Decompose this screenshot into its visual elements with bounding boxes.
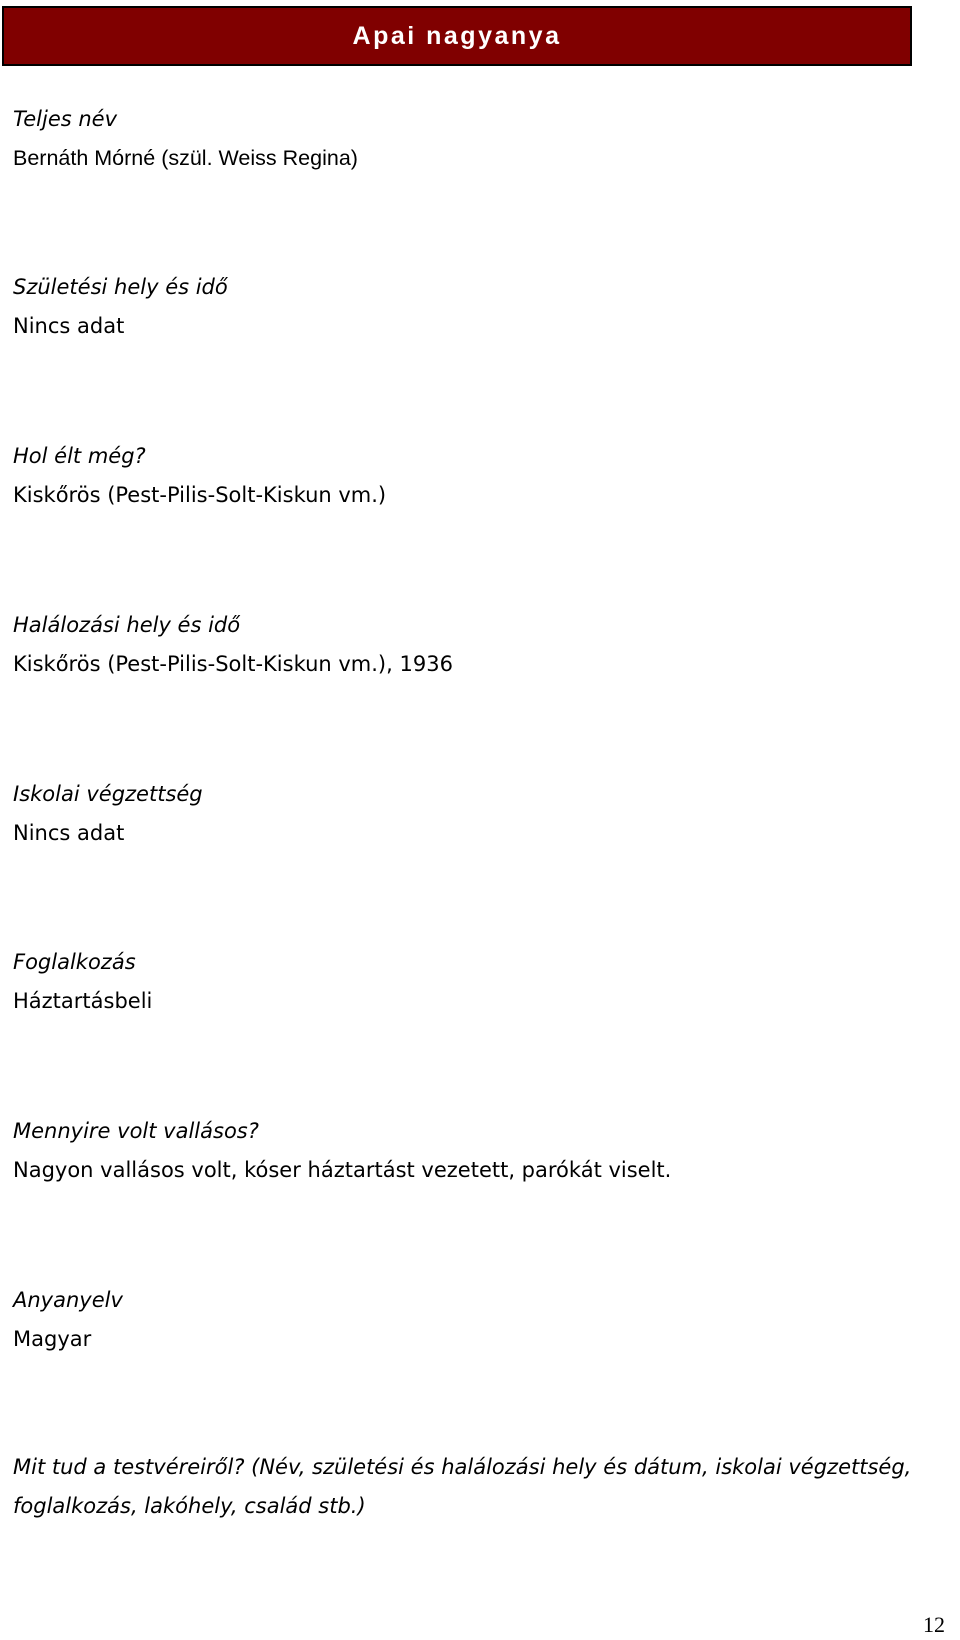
siblings-question: Mit tud a testvéreiről? (Név, születési és halálozási hely és dátum, iskolai végzettség, foglalkozás, lakóhely, család stb.) — [13, 1455, 912, 1518]
field-value: Kiskőrös (Pest-Pilis-Solt-Kiskun vm.), 1936 — [13, 652, 453, 676]
field-label: Mennyire volt vallásos? — [13, 1119, 259, 1143]
field-label: Születési hely és idő — [13, 275, 228, 299]
field-label: Hol élt még? — [13, 444, 146, 468]
field-value: Nagyon vallásos volt, kóser háztartást vezetett, parókát viselt. — [13, 1158, 672, 1182]
field-value: Háztartásbeli — [13, 989, 153, 1013]
field-label: Halálozási hely és idő — [13, 613, 241, 637]
field-value: Kiskőrös (Pest-Pilis-Solt-Kiskun vm.) — [13, 483, 387, 507]
field-birth-place-date — [13, 274, 913, 339]
field-occupation — [13, 949, 913, 1014]
field-education — [13, 781, 913, 846]
field-religiosity — [13, 1118, 913, 1183]
field-label: Foglalkozás — [13, 950, 136, 974]
field-label: Iskolai végzettség — [13, 782, 203, 806]
field-value: Bernáth Mórné (szül. Weiss Regina) — [13, 146, 358, 170]
field-label: Teljes név — [13, 107, 118, 131]
field-value: Magyar — [13, 1327, 92, 1351]
field-death-place-date — [13, 612, 913, 677]
field-other-residence — [13, 443, 913, 508]
page-number: 12 — [923, 1612, 945, 1637]
section-header — [2, 6, 912, 66]
section-title: Apai nagyanya — [352, 21, 562, 50]
field-label: Anyanyelv — [13, 1288, 123, 1312]
field-value: Nincs adat — [13, 821, 125, 845]
field-mother-tongue — [13, 1287, 913, 1352]
field-full-name — [13, 106, 913, 171]
field-value: Nincs adat — [13, 314, 125, 338]
